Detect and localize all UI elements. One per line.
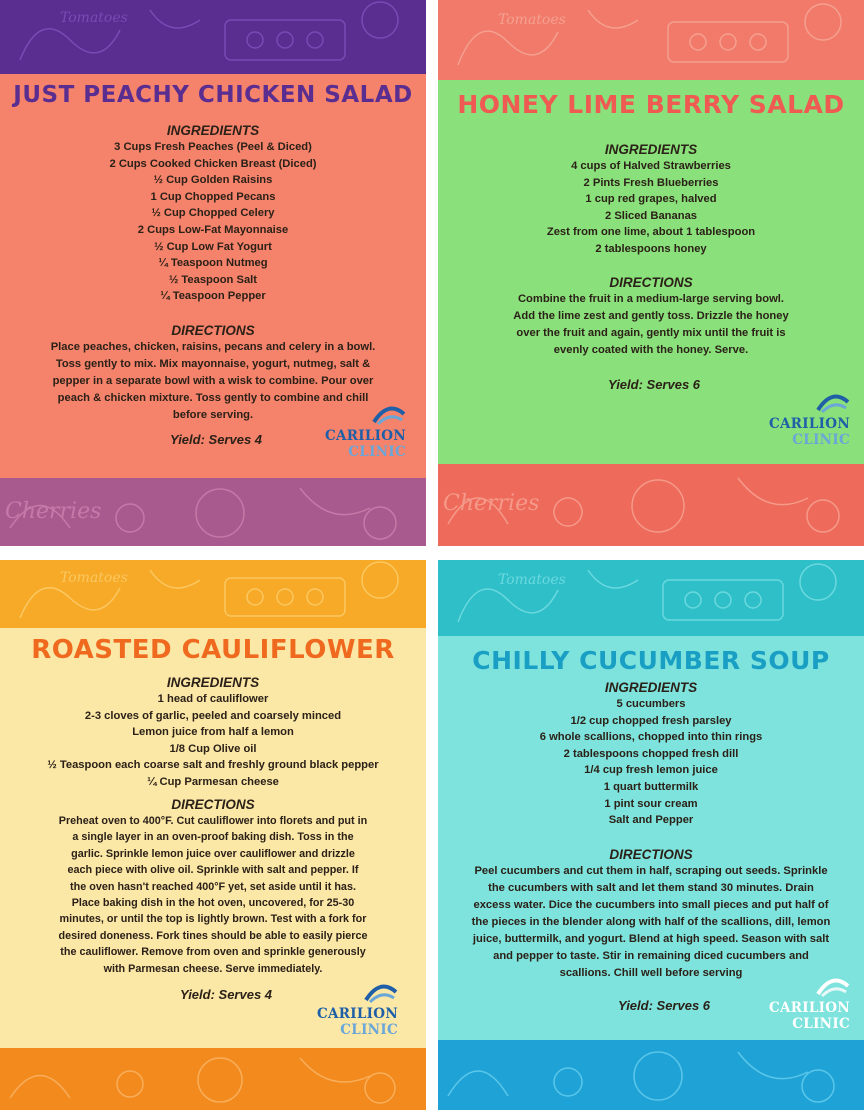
recipe-title: ROASTED CAULIFLOWER bbox=[31, 635, 395, 665]
yield-text: Yield: Serves 6 bbox=[618, 998, 711, 1013]
ingredients-section bbox=[438, 142, 864, 258]
ingredients-section bbox=[0, 675, 426, 791]
band-word-top: Tomatoes bbox=[498, 572, 566, 588]
ingredient-item: 1 cup red grapes, halved bbox=[585, 193, 717, 206]
decorative-band-bottom bbox=[0, 478, 426, 546]
directions-section bbox=[438, 847, 864, 982]
ingredients-heading: INGREDIENTS bbox=[604, 680, 698, 695]
ingredient-item: 4 cups of Halved Strawberries bbox=[571, 160, 731, 172]
directions-text: Peel cucumbers and cut them in half, scraping out seeds. Sprinkle the cucumbers with salt and let them stand 30 minutes. Drain excess water. Dice the cucumbers into small pieces and put half of the pieces in the blender along with half of the scallions, dill, lemon juice, buttermilk, and yogurt. Blend at high speed. Season with salt and pepper to taste. Stir in remaining diced cucumbers and scallions. Chill well before serving bbox=[471, 865, 831, 979]
recipe-card-honey-lime-berry-salad bbox=[438, 0, 864, 546]
ingredient-item: ¼ Cup Parmesan cheese bbox=[147, 775, 279, 788]
recipe-title: JUST PEACHY CHICKEN SALAD bbox=[13, 82, 413, 108]
ingredient-item: 1 head of cauliflower bbox=[157, 693, 269, 705]
recipe-title: HONEY LIME BERRY SALAD bbox=[457, 90, 845, 119]
recipe-card-chilly-cucumber-soup bbox=[438, 560, 864, 1110]
ingredient-item: ¼ Teaspoon Pepper bbox=[160, 290, 266, 303]
ingredient-item: Lemon juice from half a lemon bbox=[132, 726, 294, 739]
ingredients-heading: INGREDIENTS bbox=[604, 142, 698, 157]
recipe-card-peachy-chicken-salad bbox=[0, 0, 426, 546]
brand-line-1: CARILION bbox=[316, 1006, 398, 1022]
recipe-title: CHILLY CUCUMBER SOUP bbox=[472, 646, 830, 675]
decorative-band-bottom bbox=[438, 1040, 864, 1110]
brand-line-2: CLINIC bbox=[792, 1016, 850, 1032]
band-word-top: Tomatoes bbox=[498, 12, 566, 28]
ingredient-item: 1/8 Cup Olive oil bbox=[169, 742, 257, 755]
ingredient-item: 1 quart buttermilk bbox=[603, 780, 699, 793]
decorative-band-bottom bbox=[0, 1048, 426, 1110]
ingredient-item: 1 pint sour cream bbox=[604, 797, 698, 810]
ingredients-heading: INGREDIENTS bbox=[166, 675, 260, 690]
directions-text: Preheat oven to 400°F. Cut cauliflower into florets and put in a single layer in an oven-proof baking dish. Toss in the garlic. Sprinkle lemon juice over cauliflower and drizzle each piece with olive oil. Sprinkle with salt and pepper. If the oven hasn't reached 400°F yet, set aside until it has. Place baking dish in the hot oven, uncovered, for 25-30 minutes, or until the top is lightly brown. Test with a fork for desired doneness. Fork tines should be able to easily pierce the cauliflower. Remove from oven and sprinkle generously with Parmesan cheese. Serve immediately. bbox=[58, 815, 368, 975]
yield-text: Yield: Serves 6 bbox=[608, 377, 701, 392]
ingredients-heading: INGREDIENTS bbox=[166, 123, 260, 138]
directions-section bbox=[438, 275, 864, 359]
yield-text: Yield: Serves 4 bbox=[170, 432, 263, 447]
directions-text: Place peaches, chicken, raisins, pecans and celery in a bowl. Toss gently to mix. Mix mayonnaise, yogurt, nutmeg, salt & pepper in a separate bowl with a wisk to combine. Pour over peach & chicken mixture. Toss gently to combine and chill before serving. bbox=[50, 341, 376, 421]
ingredient-item: 1 Cup Chopped Pecans bbox=[150, 190, 276, 203]
ingredient-item: 2 tablespoons honey bbox=[595, 242, 707, 255]
band-word-top: Tomatoes bbox=[60, 10, 128, 26]
ingredient-item: ½ Cup Chopped Celery bbox=[151, 207, 275, 220]
brand-line-2: CLINIC bbox=[348, 444, 406, 460]
ingredient-item: ½ Cup Low Fat Yogurt bbox=[154, 240, 272, 253]
band-word-bottom: Cherries bbox=[443, 491, 540, 516]
ingredient-item: 5 cucumbers bbox=[616, 698, 686, 710]
directions-heading: DIRECTIONS bbox=[609, 847, 693, 862]
directions-section bbox=[0, 797, 426, 977]
decorative-band-top bbox=[438, 0, 864, 80]
ingredient-item: ½ Cup Golden Raisins bbox=[153, 174, 273, 187]
ingredient-item: 2 Cups Cooked Chicken Breast (Diced) bbox=[109, 157, 317, 170]
ingredient-item: 2 Cups Low-Fat Mayonnaise bbox=[137, 223, 289, 236]
ingredient-item: ¼ Teaspoon Nutmeg bbox=[158, 257, 268, 270]
brand-line-2: CLINIC bbox=[792, 432, 850, 448]
brand-line-1: CARILION bbox=[768, 1000, 850, 1016]
ingredient-item: ½ Teaspoon Salt bbox=[168, 273, 258, 286]
ingredient-item: 2-3 cloves of garlic, peeled and coarsely minced bbox=[84, 709, 342, 722]
ingredient-item: Zest from one lime, about 1 tablespoon bbox=[546, 226, 756, 239]
carilion-clinic-logo bbox=[314, 978, 398, 1038]
directions-heading: DIRECTIONS bbox=[609, 275, 693, 290]
brand-line-1: CARILION bbox=[324, 428, 406, 444]
ingredient-item: Salt and Pepper bbox=[608, 814, 694, 827]
band-word-top: Tomatoes bbox=[60, 570, 128, 586]
yield-text: Yield: Serves 4 bbox=[180, 987, 273, 1002]
brand-line-1: CARILION bbox=[768, 416, 850, 432]
carilion-clinic-logo bbox=[766, 972, 850, 1032]
ingredient-item: 6 whole scallions, chopped into thin rings bbox=[539, 731, 763, 744]
ingredient-item: 2 Pints Fresh Blueberries bbox=[583, 176, 719, 189]
recipe-card-roasted-cauliflower bbox=[0, 560, 426, 1110]
directions-heading: DIRECTIONS bbox=[171, 323, 255, 338]
ingredients-section bbox=[0, 123, 426, 305]
decorative-band-top bbox=[0, 560, 426, 628]
ingredient-item: 2 tablespoons chopped fresh dill bbox=[563, 747, 739, 760]
brand-line-2: CLINIC bbox=[340, 1022, 398, 1038]
band-word-bottom: Cherries bbox=[5, 499, 102, 524]
decorative-band-top bbox=[0, 0, 426, 74]
ingredient-item: ½ Teaspoon each coarse salt and freshly ground black pepper bbox=[47, 759, 379, 772]
ingredients-section bbox=[438, 680, 864, 829]
decorative-band-top bbox=[438, 560, 864, 636]
decorative-band-bottom bbox=[438, 464, 864, 546]
ingredient-item: 2 Sliced Bananas bbox=[604, 209, 698, 222]
ingredient-item: 1/2 cup chopped fresh parsley bbox=[570, 714, 732, 727]
carilion-clinic-logo bbox=[766, 388, 850, 448]
directions-heading: DIRECTIONS bbox=[171, 797, 255, 812]
ingredient-item: 1/4 cup fresh lemon juice bbox=[584, 764, 718, 777]
carilion-clinic-logo bbox=[322, 400, 406, 460]
directions-text: Combine the fruit in a medium-large serving bowl. Add the lime zest and gently toss. Drizzle the honey over the fruit and again, gently mix until the fruit is evenly coated with the honey. Serve. bbox=[513, 293, 789, 356]
ingredient-item: 3 Cups Fresh Peaches (Peel & Diced) bbox=[114, 141, 312, 153]
